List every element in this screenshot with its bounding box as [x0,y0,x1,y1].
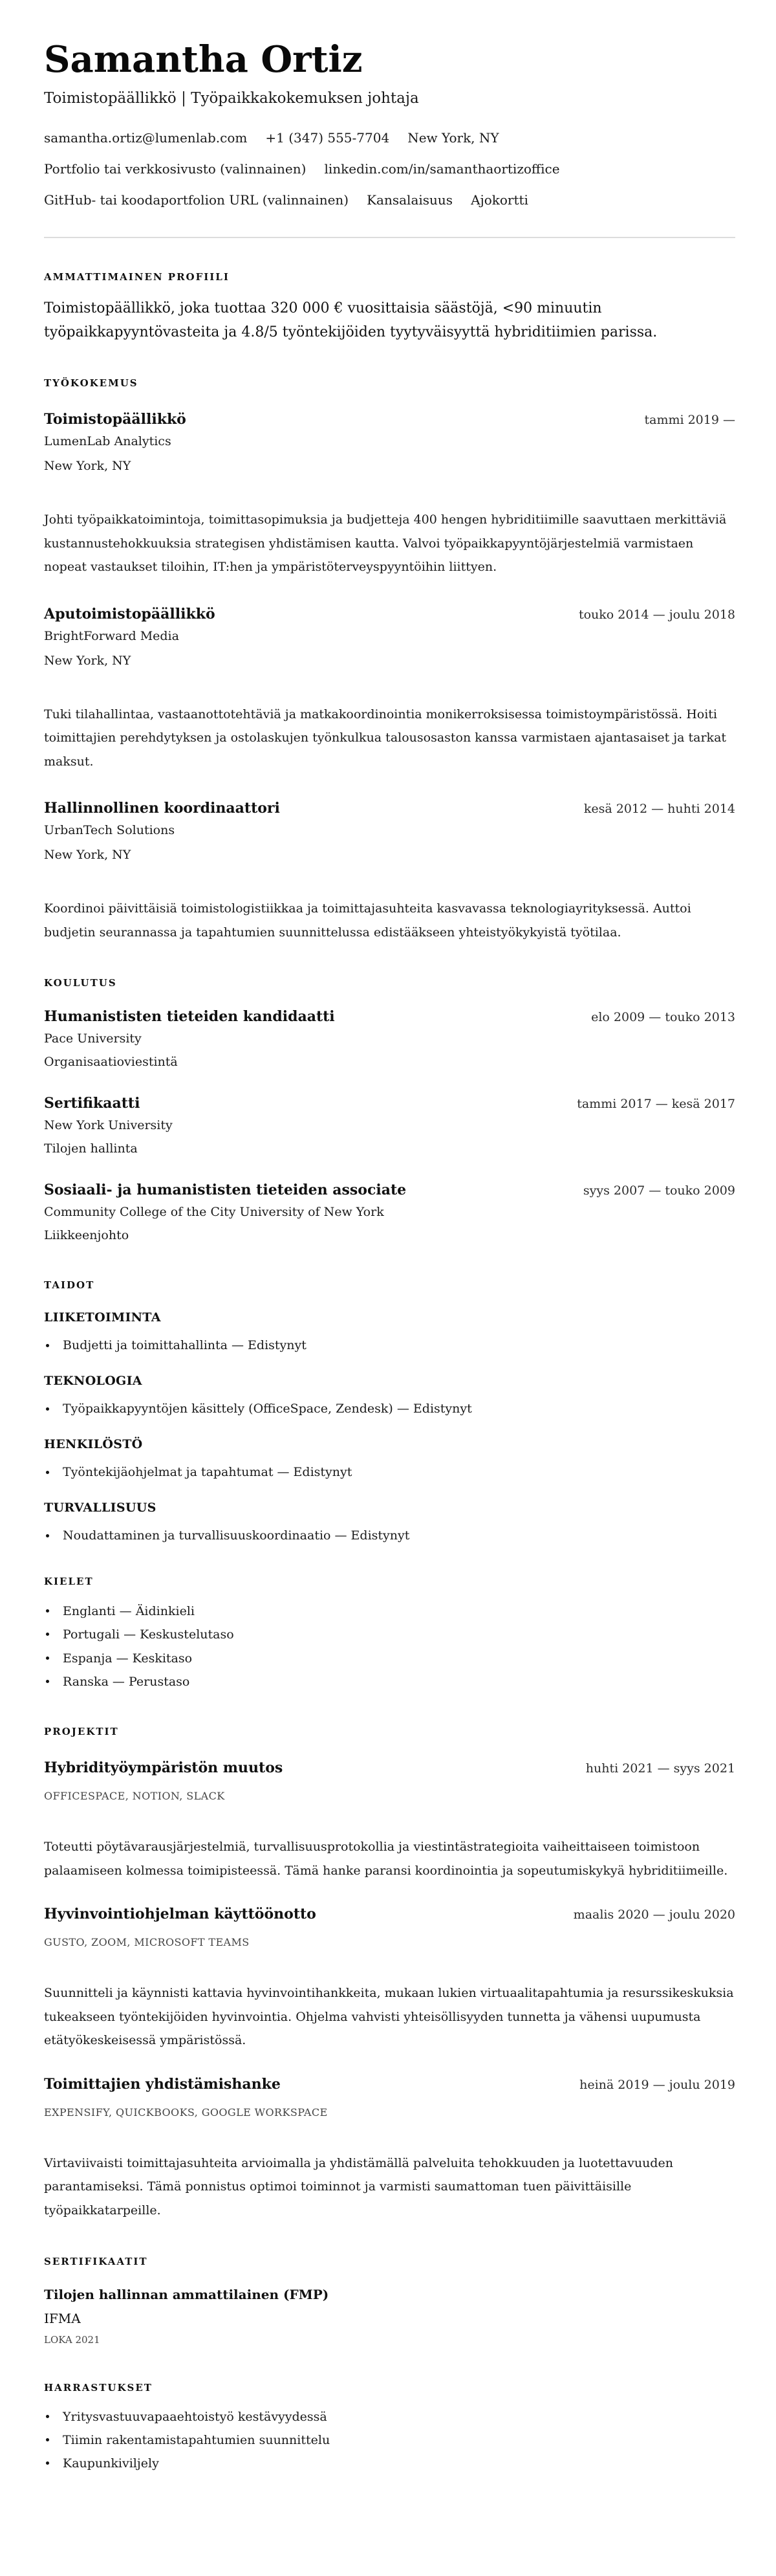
certifications-section [44,2255,735,2347]
section-heading: PROJEKTIT [44,1726,119,1738]
project-description: Virtaviivaisti toimittajasuhteita arvioimalla ja yhdistämällä palveluita tehokkuuden ja luotettavuuden parantamiseksi. Tämä ponnistus optimoi toiminnot ja varmisti saumattoman tuen päivittäisille työpaikkatarpeille. [44,2155,673,2218]
language-item: Portugali — Keskustelutaso [44,1623,735,1646]
project-technologies: GUSTO, ZOOM, MICROSOFT TEAMS [44,1936,250,1949]
project-title: Toimittajien yhdistämishanke [44,2075,281,2093]
skill-group [44,1372,735,1420]
job-description: Koordinoi päivittäisiä toimistologistiikkaa ja toimittajasuhteita kasvavassa teknologiayrityksessä. Auttoi budjetin seurannassa ja tapahtumien suunnittelussa edistääkseen yhteistyökykyistä työtilaa. [44,901,691,940]
contact-item[interactable]: Ajokortti [471,192,528,208]
language-item: Englanti — Äidinkieli [44,1600,735,1623]
section-heading: AMMATTIMAINEN PROFIILI [44,271,230,283]
skill-group [44,1308,735,1356]
skill-item: Noudattaminen ja turvallisuuskoordinaatio — Edistynyt [44,1525,735,1547]
education-section [44,976,735,1246]
education-dates: syys 2007 — touko 2009 [583,1183,735,1198]
hobbies-section [44,2381,735,2475]
job-description: Johti työpaikkatoimintoja, toimittasopimuksia ja budjetteja 400 hengen hybriditiimille saavuttaen merkittäviä kustannustehokkuuksia strategisen yhdistämisen kautta. Valvoi työpaikkapyyntöjärjestelmiä varmistaen nopeat vastaukset tiloihin, IT:hen ja ympäristöterveyspyyntöihin liittyen. [44,512,727,574]
skill-item: Budjetti ja toimittahallinta — Edistynyt [44,1334,735,1356]
entry-header [44,1757,735,1779]
job-dates: kesä 2012 — huhti 2014 [583,802,735,816]
job-description: Tuki tilahallintaa, vastaanottotehtäviä ja matkakoordinointia monikerroksisessa toimistoympäristössä. Hoiti toimittajien perehdytyksen ja ostolaskujen työnkulkua talousosaston kanssa varmistaen ajantasaiset ja tarkat maksut. [44,707,727,769]
school-name: Pace University [44,1031,142,1046]
contact-item[interactable]: New York, NY [407,130,499,146]
project-dates: heinä 2019 — joulu 2019 [579,2077,735,2092]
contact-item[interactable]: samantha.ortiz@lumenlab.com [44,130,248,146]
skill-item: Työpaikkapyyntöjen käsittely (OfficeSpace, Zendesk) — Edistynyt [44,1398,735,1420]
education-entry [44,1006,735,1073]
school-name: New York University [44,1118,173,1132]
experience-entry [44,408,735,579]
job-location: New York, NY [44,653,131,668]
education-dates: tammi 2017 — kesä 2017 [577,1097,735,1111]
resume-header [44,39,735,215]
company-name: BrightForward Media [44,628,179,643]
field-of-study: Organisaatioviestintä [44,1055,178,1069]
degree-title: Sertifikaatti [44,1095,140,1112]
hobby-item: Kaupunkiviljely [44,2452,735,2475]
experience-section [44,377,735,944]
degree-title: Humanististen tieteiden kandidaatti [44,1008,335,1025]
language-item: Espanja — Keskitaso [44,1647,735,1670]
field-of-study: Tilojen hallinta [44,1141,138,1156]
contact-row [44,184,735,215]
project-description: Suunnitteli ja käynnisti kattavia hyvinvointihankkeita, mukaan lukien virtuaalitapahtumia ja resurssikeskuksia tukeakseen työntekijöiden hyvinvointia. Ohjelma vahvisti yhteisöllisyyden tunnetta ja vähensi uupumusta etätyökeskeisessä ympäristössä. [44,1986,734,2048]
job-location: New York, NY [44,848,131,862]
profile-summary: Toimistopäällikkö, joka tuottaa 320 000 € vuosittaisia säästöjä, <90 minuutin työpaikkapyyntövasteita ja 4.8/5 työntekijöiden tyytyväisyyttä hybriditiimien parissa. [44,300,658,340]
contact-item[interactable]: +1 (347) 555-7704 [265,130,390,146]
certification-name: Tilojen hallinnan ammattilainen (FMP) [44,2287,329,2303]
project-entry [44,2073,735,2223]
certification-issuer: IFMA [44,2311,81,2327]
languages-section [44,1575,735,1693]
header-divider [44,237,735,238]
contact-item[interactable]: Portfolio tai verkkosivusto (valinnainen) [44,161,307,177]
hobby-list [44,2405,735,2475]
education-entry [44,1179,735,1246]
project-title: Hybridityöympäristön muutos [44,1759,283,1777]
profile-section [44,270,735,344]
section-heading: HARRASTUKSET [44,2382,153,2394]
project-dates: huhti 2021 — syys 2021 [585,1761,735,1776]
skill-group-title: TEKNOLOGIA [44,1374,142,1388]
project-entry [44,1757,735,1882]
entry-header [44,797,735,820]
skill-group-title: LIIKETOIMINTA [44,1310,161,1325]
project-dates: maalis 2020 — joulu 2020 [573,1908,735,1922]
skill-item: Työntekijäohjelmat ja tapahtumat — Edistynyt [44,1461,735,1483]
skill-group-title: HENKILÖSTÖ [44,1437,143,1451]
skill-group [44,1499,735,1547]
contact-item[interactable]: GitHub- tai koodaportfolion URL (valinnainen) [44,192,349,208]
hobby-item: Tiimin rakentamistapahtumien suunnittelu [44,2428,735,2452]
contact-row [44,122,735,153]
project-technologies: EXPENSIFY, QUICKBOOKS, GOOGLE WORKSPACE [44,2106,328,2119]
section-heading: TAIDOT [44,1279,95,1291]
project-technologies: OFFICESPACE, NOTION, SLACK [44,1790,225,1803]
skill-list [44,1334,735,1356]
language-list [44,1600,735,1693]
section-heading: TYÖKOKEMUS [44,377,138,389]
company-name: UrbanTech Solutions [44,823,175,837]
skill-list [44,1461,735,1483]
job-title: Aputoimistopäällikkö [44,605,215,622]
skill-list [44,1398,735,1420]
skill-group-title: TURVALLISUUS [44,1501,156,1515]
section-heading: KOULUTUS [44,977,117,989]
field-of-study: Liikkeenjohto [44,1228,129,1242]
entry-header [44,408,735,431]
experience-entry [44,603,735,774]
experience-entry [44,797,735,944]
project-title: Hyvinvointiohjelman käyttöönotto [44,1906,316,1923]
headline: Toimistopäällikkö | Työpaikkakokemuksen johtaja [44,90,419,107]
section-heading: SERTIFIKAATIT [44,2256,148,2268]
skills-section [44,1279,735,1547]
project-description: Toteutti pöytävarausjärjestelmiä, turvallisuusprotokollia ja viestintästrategioita vaiheittaiseen toimistoon palaamiseen kolmessa toimipisteessä. Tämä hanke paransi koordinointia ja sopeutumiskykyä hybriditiimeille. [44,1840,728,1878]
education-dates: elo 2009 — touko 2013 [591,1010,735,1024]
entry-header [44,603,735,626]
contact-info [44,122,735,215]
section-heading: KIELET [44,1576,94,1587]
degree-title: Sosiaali- ja humanististen tieteiden associate [44,1182,407,1198]
projects-section [44,1725,735,2222]
entry-header [44,2073,735,2096]
job-location: New York, NY [44,459,131,473]
contact-item[interactable]: Kansalaisuus [367,192,453,208]
job-title: Toimistopäällikkö [44,411,186,428]
project-entry [44,1903,735,2053]
job-dates: tammi 2019 — [644,413,735,427]
entry-header [44,1903,735,1926]
entry-header [44,1006,735,1028]
language-item: Ranska — Perustaso [44,1670,735,1693]
contact-item[interactable]: linkedin.com/in/samanthaortizoffice [324,161,560,177]
job-title: Hallinnollinen koordinaattori [44,800,280,817]
certification-entry [44,2285,735,2347]
job-dates: touko 2014 — joulu 2018 [578,607,735,622]
education-entry [44,1092,735,1160]
candidate-name: Samantha Ortiz [44,38,363,81]
school-name: Community College of the City University of New York [44,1205,384,1219]
hobby-item: Yritysvastuuvapaaehtoistyö kestävyydessä [44,2405,735,2428]
skill-list [44,1525,735,1547]
certification-date: LOKA 2021 [44,2334,100,2346]
entry-header [44,1092,735,1115]
entry-header [44,1179,735,1202]
contact-row [44,153,735,184]
skill-group [44,1435,735,1483]
company-name: LumenLab Analytics [44,434,171,448]
